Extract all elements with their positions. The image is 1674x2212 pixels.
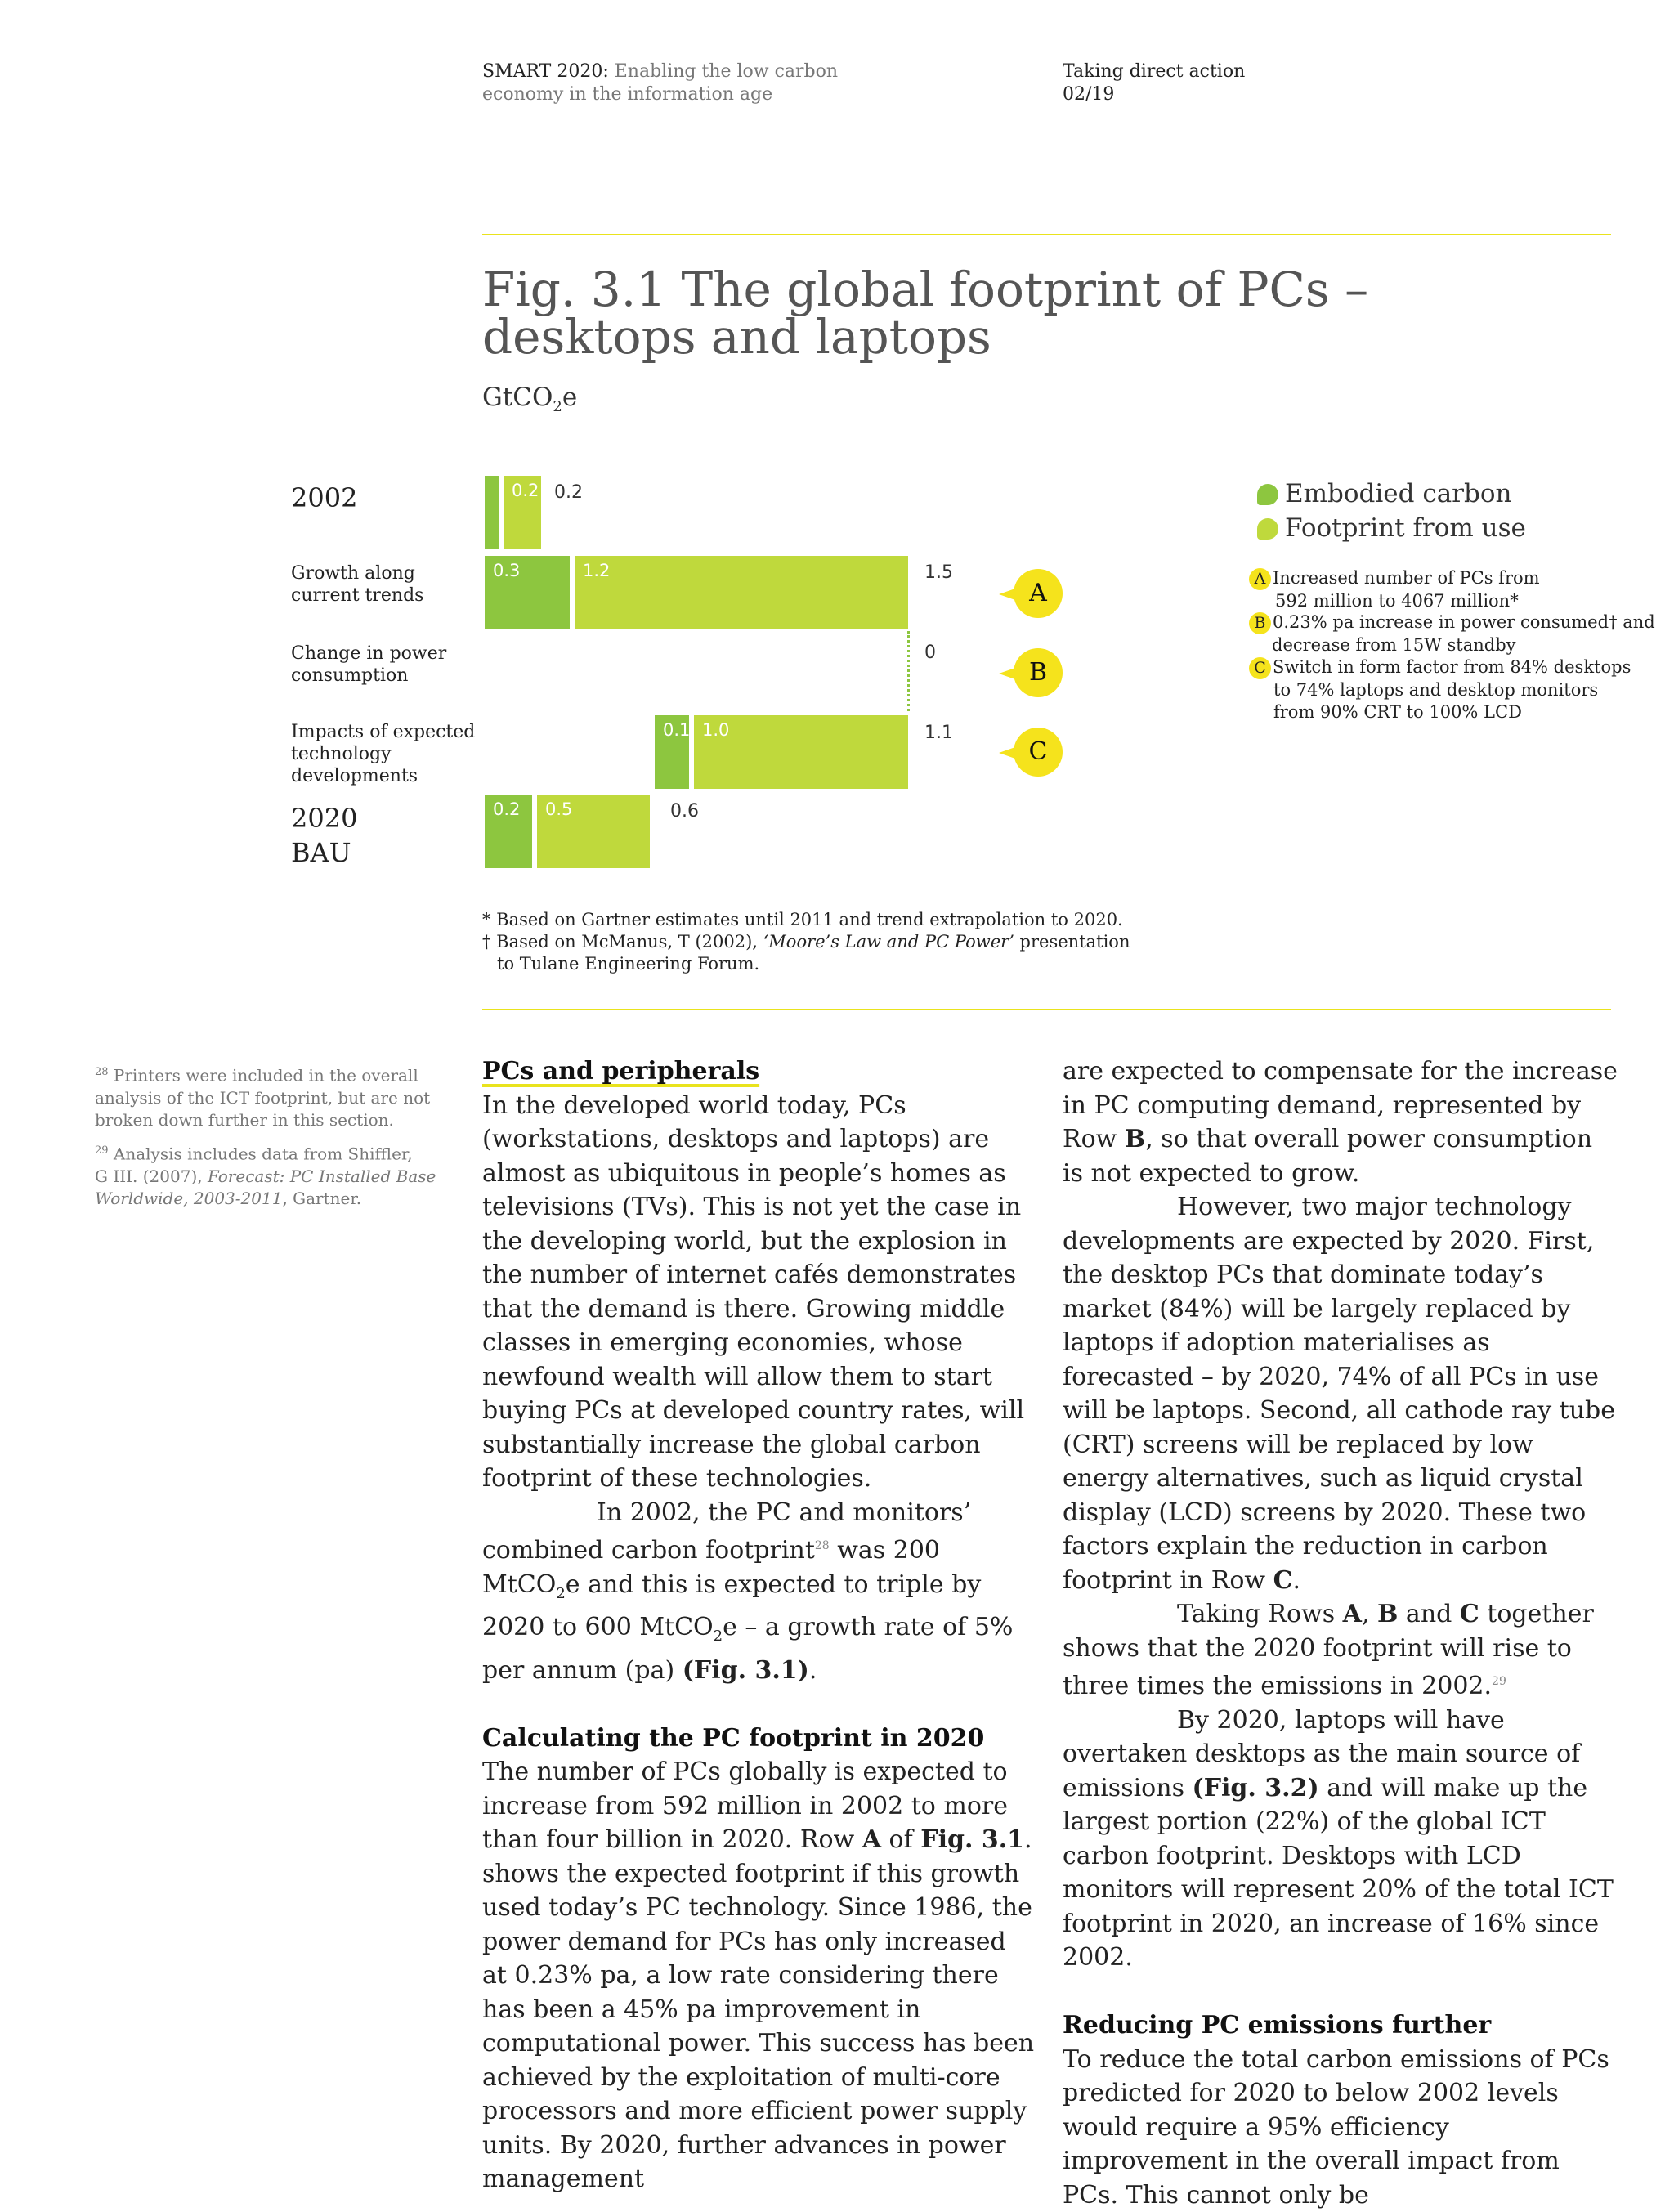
p6-a: Taking Rows — [1177, 1600, 1343, 1628]
row-label-power — [291, 643, 446, 687]
row-label-growth — [291, 562, 423, 607]
bar-2020-use — [537, 795, 650, 868]
row-label-tech-line2: technology — [291, 743, 475, 765]
p2-sub: 2 — [556, 1585, 565, 1602]
sidenote-28-line2: analysis of the ICT footprint, but are not — [95, 1087, 438, 1109]
row-label-2002: 2002 — [291, 481, 357, 515]
bar-2002-use-value: 0.2 — [512, 481, 539, 500]
section-title: Taking direct action — [1063, 60, 1245, 83]
body-column-right — [1063, 1055, 1618, 2212]
p6-b: together shows that the 2020 footprint will rise to three times the emissions in 2002. — [1063, 1600, 1594, 1700]
sidenote-29-line3a: Worldwide, 2003-2011 — [95, 1189, 282, 1208]
bar-2020-embodied-value: 0.2 — [493, 799, 520, 819]
p6-and: and — [1398, 1600, 1459, 1628]
p3-c: . shows the expected footprint if this growth used today’s PC technology. Since 1986, the power demand for PCs has only increased at 0.23% pa, a low rate considering there has been a 45% pa improvement in computational power. This success has been achieved by the exploitation of multi-core processors and more efficient power supply units. By 2020, further advances in power management — [482, 1825, 1034, 2193]
unit-subscript: 2 — [553, 398, 562, 415]
sidenote-28 — [95, 1061, 438, 1131]
note-c-badge: C — [1249, 657, 1271, 679]
bar-2020-embodied — [485, 795, 532, 868]
heading-reducing: Reducing PC emissions further — [1063, 2008, 1618, 2043]
total-2020: 0.6 — [670, 801, 699, 822]
footnote-mcmanus-title: ‘Moore’s Law and PC Power’ — [763, 932, 1014, 952]
p6-sep: , — [1362, 1600, 1377, 1628]
note-b-line2: decrease from 15W standby — [1249, 634, 1655, 656]
p6-sup: 29 — [1492, 1675, 1506, 1688]
note-a-line1: Increased number of PCs from — [1273, 568, 1540, 588]
document-header-right — [1063, 60, 1245, 106]
p7-a: By 2020, laptops will have overtaken desktops as the main source of emissions — [1063, 1706, 1580, 1802]
p2-sup: 28 — [815, 1539, 830, 1552]
row-label-tech — [291, 721, 475, 787]
note-b-badge: B — [1249, 612, 1271, 634]
p2-sub2: 2 — [714, 1628, 723, 1645]
legend-embodied-swatch — [1257, 484, 1278, 505]
paragraph-intro: In the developed world today, PCs (workstations, desktops and laptops) are almost as ubiquitous in people’s homes as televisions (TVs). This is not yet the case in the developing world, but the explosion in the number of internet cafés demonstrates that the demand is there. Growing middle classes in emerging economies, whose newfound wealth will allow them to start buying PCs at developed country rates, will substantially increase the global carbon footprint of these technologies. — [482, 1089, 1038, 1496]
sidenote-29-line2b: Forecast: PC Installed Base — [208, 1166, 436, 1186]
row-label-2020-line2: BAU — [291, 835, 357, 870]
figure-title — [482, 266, 1381, 360]
p3-rowA: A — [862, 1825, 881, 1854]
paragraph-calculating — [482, 1755, 1038, 2196]
p2-c: e and this is expected to triple by 2020 to 600 MtCO — [482, 1570, 981, 1642]
p6-rowC: C — [1460, 1600, 1479, 1628]
figure-title-line2: desktops and laptops — [482, 313, 1381, 360]
footnote-mcmanus-a: † Based on McManus, T (2002), — [482, 932, 763, 952]
note-b-line1: 0.23% pa increase in power consumed† and — [1273, 612, 1655, 632]
sidenote-29 — [95, 1140, 438, 1210]
sidenote-29-line3b: , Gartner. — [282, 1189, 361, 1208]
legend-embodied-label: Embodied carbon — [1285, 479, 1511, 508]
paragraph-laptops — [1063, 1704, 1618, 1975]
bar-tech-use — [694, 715, 908, 789]
row-label-tech-line1: Impacts of expected — [291, 721, 475, 743]
note-a-line2: 592 million to 4067 million* — [1249, 590, 1540, 612]
total-tech: 1.1 — [924, 723, 953, 743]
p2-e: . — [809, 1656, 817, 1685]
sidenote-29-line1: Analysis includes data from Shiffler, — [114, 1144, 413, 1164]
sidenote-29-line2a: G III. (2007), — [95, 1166, 208, 1186]
footnote-gartner: * Based on Gartner estimates until 2011 and trend extrapolation to 2020. — [482, 909, 1130, 931]
bar-2002-use — [504, 476, 541, 549]
bar-tech-use-value: 1.0 — [702, 720, 729, 740]
report-subtitle: Enabling the low carbon — [615, 61, 838, 82]
p4-a: are expected to compensate for the increase in PC computing demand, represented by Row — [1063, 1057, 1618, 1153]
top-divider — [482, 234, 1611, 235]
p5-b: . — [1293, 1566, 1301, 1595]
row-label-2020 — [291, 801, 357, 870]
bar-2020-use-value: 0.5 — [545, 799, 572, 819]
p5-rowC: C — [1273, 1566, 1293, 1595]
report-subtitle-line2: economy in the information age — [482, 83, 838, 106]
note-a-badge: A — [1249, 568, 1271, 590]
p3-b: of — [881, 1825, 920, 1854]
sidenote-29-number: 29 — [95, 1144, 109, 1157]
paragraph-rows-together — [1063, 1597, 1618, 1704]
bar-growth-embodied — [485, 556, 570, 629]
bar-growth-embodied-value: 0.3 — [493, 561, 520, 580]
heading-pcs-peripherals: PCs and peripherals — [482, 1057, 759, 1086]
p3-figref: Fig. 3.1 — [920, 1825, 1024, 1854]
marker-a — [1007, 569, 1056, 618]
p7-figref: (Fig. 3.2) — [1193, 1774, 1319, 1802]
p5-a: However, two major technology developments are expected by 2020. First, the desktop PCs that dominate today’s market (84%) will be largely replaced by laptops if adoption materialises as forecasted – by 2020, 74% of all PCs in use will be laptops. Second, all cathode ray tube (CRT) screens will be replaced by low energy alternatives, such as liquid crystal display (LCD) screens by 2020. These two factors explain the reduction in carbon footprint in Row — [1063, 1193, 1615, 1595]
footnote-mcmanus — [482, 931, 1130, 953]
bar-power-zero-line — [907, 631, 910, 711]
legend-use-label: Footprint from use — [1285, 513, 1526, 543]
marker-c — [1007, 728, 1056, 777]
total-power: 0 — [924, 643, 936, 663]
paragraph-row-b — [1063, 1055, 1618, 1190]
bar-tech-embodied — [655, 715, 689, 789]
note-c — [1249, 656, 1631, 723]
bar-growth-use-value: 1.2 — [583, 561, 610, 580]
paragraph-reducing: To reduce the total carbon emissions of PCs predicted for 2020 to below 2002 levels would require a 95% efficiency improvement in the overall impact from PCs. This cannot only be — [1063, 2043, 1618, 2212]
p7-b: and will make up the largest portion (22%) of the global ICT carbon footprint. Desktops with LCD monitors will represent 20% of the total ICT footprint in 2020, an increase of 16% since 2002. — [1063, 1774, 1614, 1972]
page-number: 02/19 — [1063, 83, 1245, 106]
legend-use-swatch — [1257, 518, 1278, 540]
p2-d: e – a growth rate of 5% per annum (pa) — [482, 1613, 1013, 1685]
unit-base: GtCO — [482, 383, 553, 412]
row-label-power-line1: Change in power — [291, 643, 446, 665]
marker-c-label: C — [1014, 728, 1063, 777]
body-column-left — [482, 1055, 1038, 2196]
figure-unit — [482, 383, 577, 415]
note-a — [1249, 567, 1540, 612]
p3-a: The number of PCs globally is expected to increase from 592 million in 2002 to more than four billion in 2020. Row — [482, 1758, 1008, 1854]
report-title: SMART 2020: — [482, 61, 609, 82]
bar-2002-embodied — [485, 476, 499, 549]
footnote-mcmanus-line3: to Tulane Engineering Forum. — [482, 953, 1130, 975]
heading-calculating: Calculating the PC footprint in 2020 — [482, 1722, 1038, 1756]
p4-rowB: B — [1125, 1125, 1145, 1153]
p6-rowB: B — [1377, 1600, 1398, 1628]
paragraph-2002-footprint — [482, 1496, 1038, 1688]
sidenote-28-line1: Printers were included in the overall — [114, 1066, 418, 1086]
row-label-growth-line2: current trends — [291, 584, 423, 607]
bar-growth-use — [575, 556, 908, 629]
marker-b-label: B — [1014, 648, 1063, 697]
total-growth: 1.5 — [924, 562, 953, 583]
p2-b: was 200 MtCO — [482, 1536, 940, 1599]
p6-rowA: A — [1343, 1600, 1362, 1628]
bar-tech-embodied-value: 0.1 — [663, 720, 690, 740]
marker-a-label: A — [1014, 569, 1063, 618]
note-b — [1249, 611, 1655, 656]
figure-footnotes — [482, 909, 1130, 975]
note-c-line3: from 90% CRT to 100% LCD — [1249, 701, 1631, 723]
footnote-mcmanus-c: presentation — [1014, 932, 1130, 952]
figure-bottom-divider — [482, 1009, 1611, 1010]
note-c-line1: Switch in form factor from 84% desktops — [1273, 657, 1631, 677]
document-header-left — [482, 60, 838, 106]
p2-figref: (Fig. 3.1) — [683, 1656, 809, 1685]
sidenote-28-line3: broken down further in this section. — [95, 1109, 438, 1131]
p2-a: In 2002, the PC and monitors’ combined carbon footprint — [482, 1498, 971, 1565]
p4-b: , so that overall power consumption is not expected to grow. — [1063, 1125, 1592, 1188]
total-2002: 0.2 — [554, 482, 583, 503]
row-label-2020-line1: 2020 — [291, 801, 357, 835]
marker-b — [1007, 648, 1056, 697]
sidenote-28-number: 28 — [95, 1066, 109, 1078]
unit-suffix: e — [562, 383, 577, 412]
row-label-power-line2: consumption — [291, 665, 446, 687]
figure-title-line1: Fig. 3.1 The global footprint of PCs – — [482, 266, 1381, 313]
note-c-line2: to 74% laptops and desktop monitors — [1249, 679, 1631, 701]
row-label-growth-line1: Growth along — [291, 562, 423, 584]
row-label-tech-line3: developments — [291, 765, 475, 787]
paragraph-tech-developments — [1063, 1190, 1618, 1597]
